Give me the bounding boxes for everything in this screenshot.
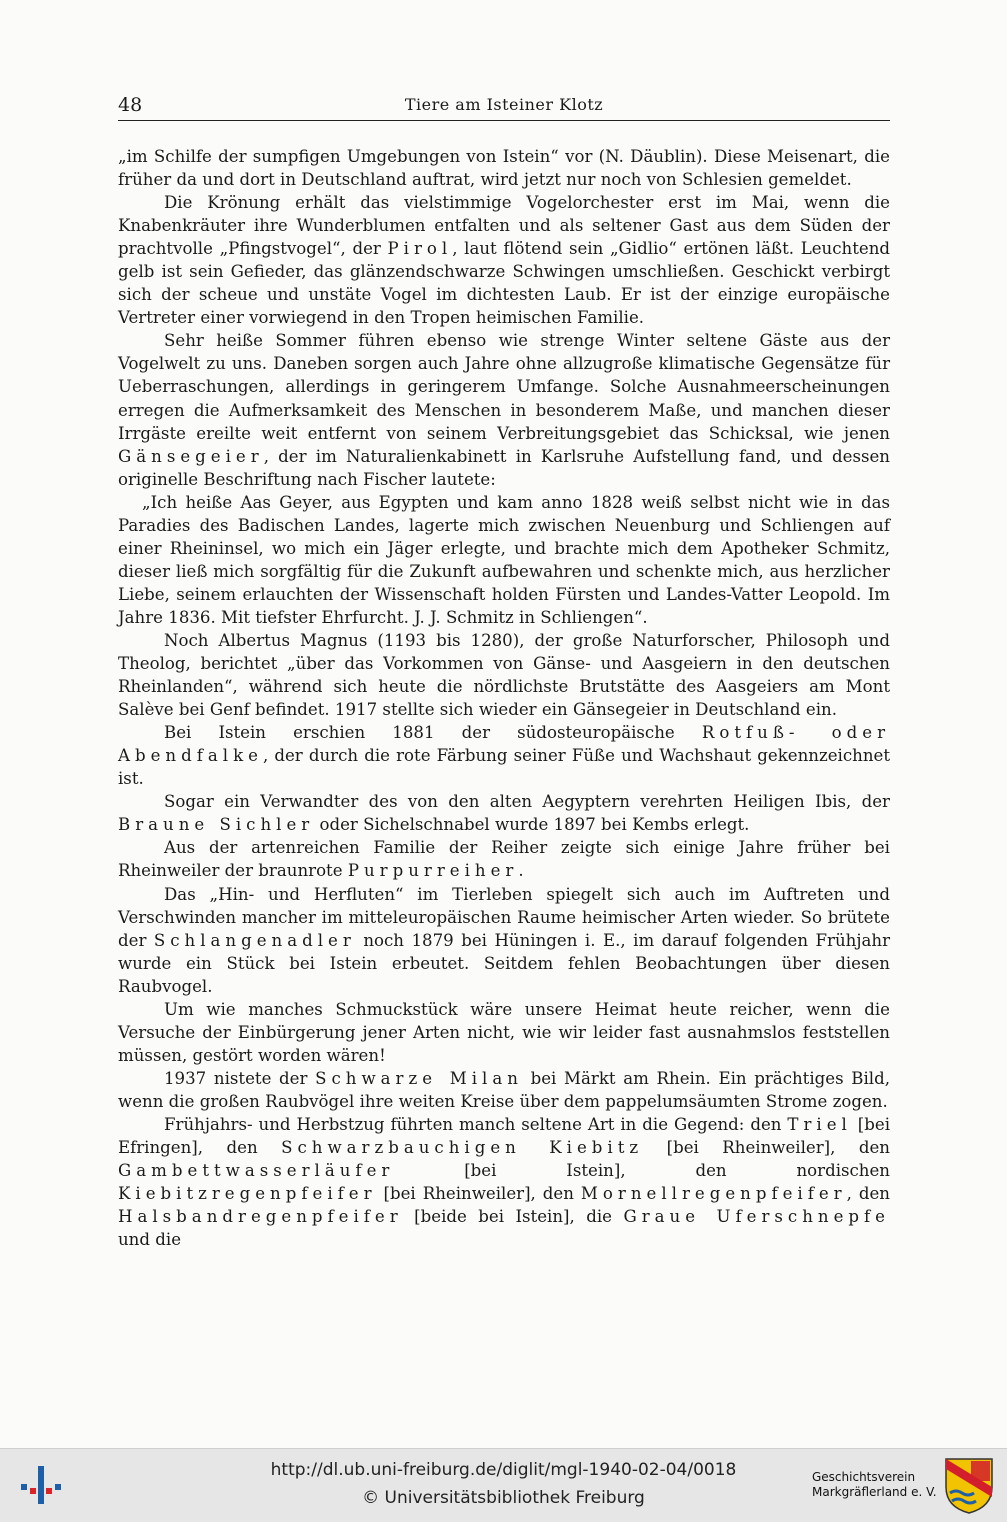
- text-run: Die Krönung erhält das vielstimmige Vogelorchester erst im Mai, wenn die Knabenkräuter ihre Wunderblumen entfalten und als seltener Gast aus dem Süden der prachtvolle „Pfingstvogel“, der: [118, 193, 890, 259]
- spaced-term: Schlangenadler: [153, 930, 356, 950]
- spaced-term: Purpurreiher: [347, 861, 519, 881]
- text-run: .: [518, 861, 524, 881]
- spaced-term: Schwarze Milan: [315, 1068, 523, 1088]
- page-number: 48: [118, 94, 143, 116]
- text-run: „im Schilfe der sumpfigen Umgebungen von Istein“ vor (N. Däublin). Diese Meisenart, die früher da und dort in Deutschland auftrat, wird jetzt nur noch von Schlesien gemeldet.: [118, 147, 890, 190]
- paragraph: [118, 721, 890, 790]
- text-run: Bei Istein erschien 1881 der südosteuropäische: [164, 723, 702, 743]
- publisher-name: [812, 1470, 937, 1500]
- text-run: [bei Rheinweiler], den: [376, 1184, 581, 1204]
- paragraph: [118, 1067, 890, 1113]
- spaced-term: Rotfuß- oder Abendfalke: [118, 723, 891, 766]
- spaced-term: Gambettwasserläufer: [118, 1161, 395, 1181]
- spaced-term: Graue Uferschnepfe: [623, 1207, 890, 1227]
- text-run: Aus der artenreichen Familie der Reiher zeigte sich einige Jahre früher bei Rheinweiler der braunrote: [118, 838, 890, 881]
- spaced-term: Triel: [787, 1114, 852, 1134]
- text-run: [bei Efringen], den: [118, 1114, 891, 1158]
- publisher-line-1: Geschichtsverein: [812, 1470, 916, 1484]
- paragraph: [118, 329, 890, 490]
- running-title: Tiere am Isteiner Klotz: [404, 95, 604, 114]
- spaced-term: Pirol: [387, 239, 453, 259]
- text-run: [bei Rheinweiler], den: [643, 1138, 890, 1158]
- paragraph: [118, 998, 890, 1067]
- source-url-link[interactable]: http://dl.ub.uni-freiburg.de/diglit/mgl-1940-02-04/0018: [270, 1460, 737, 1480]
- paragraph: [118, 883, 890, 998]
- text-run: [bei Istein], den nordischen: [394, 1161, 890, 1181]
- paragraph: [118, 790, 890, 836]
- text-run: Frühjahrs- und Herbstzug führten manch seltene Art in die Gegend: den: [164, 1114, 788, 1134]
- text-run: „Ich heiße Aas Geyer, aus Egypten und kam anno 1828 weiß selbst nicht wie in das Paradies des Badischen Landes, lagerte mich zwischen Neuenburg und Schliengen auf einer Rheininsel, wo mich ein Jäger erlegte, und brachte mich dem Apotheker Schmitz, dieser ließ mich sorgfältig für die Zukunft aufbewahren und schenkte mich, aus herzlicher Liebe, seinem erlauchten der Wissenschaft holden Fürsten und Landes-Vatter Leopold. Im Jahre 1836. Mit tiefster Ehrfurcht. J. J. Schmitz in Schliengen“.: [118, 492, 890, 627]
- paragraph: [118, 836, 890, 882]
- spaced-term: Kiebitzregenpfeifer: [118, 1184, 377, 1204]
- paragraph: [118, 191, 890, 329]
- text-run: Um wie manches Schmuckstück wäre unsere Heimat heute reicher, wenn die Versuche der Einbürgerung jener Arten nicht, wie wir leider fast ausnahmslos feststellen müssen, gestört worden wären!: [118, 999, 890, 1065]
- text-run: , den: [846, 1184, 890, 1204]
- text-run: Sogar ein Verwandter des von den alten Aegyptern verehrten Heiligen Ibis, der: [164, 792, 890, 812]
- text-run: 1937 nistete der: [164, 1068, 316, 1088]
- text-run: [beide bei Istein], die: [402, 1207, 624, 1227]
- body-text: [118, 145, 890, 1251]
- text-run: , der durch die rote Färbung seiner Füße und Wachshaut gekennzeichnet ist.: [118, 746, 890, 789]
- text-run: , der im Naturalienkabinett in Karlsruhe Aufstellung fand, und dessen originelle Beschriftung nach Fischer lautete:: [118, 446, 890, 489]
- text-run: Sehr heiße Sommer führen ebenso wie strenge Winter seltene Gäste aus der Vogelwelt zu uns. Daneben sorgen auch Jahre ohne allzugroße klimatische Gegensätze für Ueberraschungen, allerdings in geringerem Umfange. Solche Ausnahmeerscheinungen erregen die Aufmerksamkeit des Menschen in besonderem Maße, und manchen dieser Irrgäste ereilte weit entfernt von seinem Verbreitungsgebiet das Schicksal, wie jenen: [118, 331, 890, 443]
- copyright-text: © Universitätsbibliothek Freiburg: [362, 1488, 645, 1508]
- text-run: und die: [118, 1230, 182, 1250]
- coat-of-arms-icon: [944, 1457, 994, 1515]
- text-run: Das „Hin- und Herfluten“ im Tierleben spiegelt sich auch im Auftreten und Verschwinden mancher im mitteleuropäischen Raume heimischer Arten wieder. So brütete der: [118, 884, 890, 950]
- spaced-term: Schwarzbauchigen Kiebitz: [281, 1138, 644, 1158]
- text-run: , laut flötend sein „Gidlio“ ertönen läßt. Leuchtend gelb ist sein Gefieder, das glänzendschwarze Schwingen umschließen. Geschickt verbirgt sich der scheue und unstäte Vogel im dichtesten Laub. Er ist der einzige europäische Vertreter einer vorwiegend in den Tropen heimischen Familie.: [118, 239, 890, 328]
- text-run: bei Märkt am Rhein. Ein prächtiges Bild, wenn die großen Raubvögel ihre weiten Kreise über dem pappelumsäumten Strome zogen.: [118, 1068, 890, 1111]
- text-run: Noch Albertus Magnus (1193 bis 1280), der große Naturforscher, Philosoph und Theolog, berichtet „über das Vorkommen von Gänse- und Aasgeiern in den deutschen Rheinlanden“, während sich heute die nördlichste Brutstätte des Aasgeiers am Mont Salève bei Genf befindet. 1917 stellte sich wieder ein Gänsegeier in Deutschland ein.: [118, 630, 890, 720]
- paragraph: [118, 1113, 890, 1251]
- spaced-term: Halsbandregenpfeifer: [118, 1207, 403, 1227]
- footer-bar: [0, 1448, 1007, 1522]
- paragraph: [118, 491, 890, 629]
- spaced-term: Gänsegeier: [118, 446, 264, 466]
- text-run: oder Sichelschnabel wurde 1897 bei Kembs erlegt.: [314, 815, 750, 835]
- paragraph: [118, 145, 890, 191]
- publisher-line-2: Markgräflerland e. V.: [812, 1485, 937, 1499]
- spaced-term: Mornellregenpfeifer: [580, 1184, 847, 1204]
- running-head: [118, 94, 890, 121]
- spaced-term: Braune Sichler: [118, 815, 315, 835]
- text-run: noch 1879 bei Hüningen i. E., im darauf folgenden Frühjahr wurde ein Stück bei Istein erbeutet. Seitdem fehlen Beobachtungen über diesen Raubvogel.: [118, 930, 890, 996]
- paragraph: [118, 629, 890, 721]
